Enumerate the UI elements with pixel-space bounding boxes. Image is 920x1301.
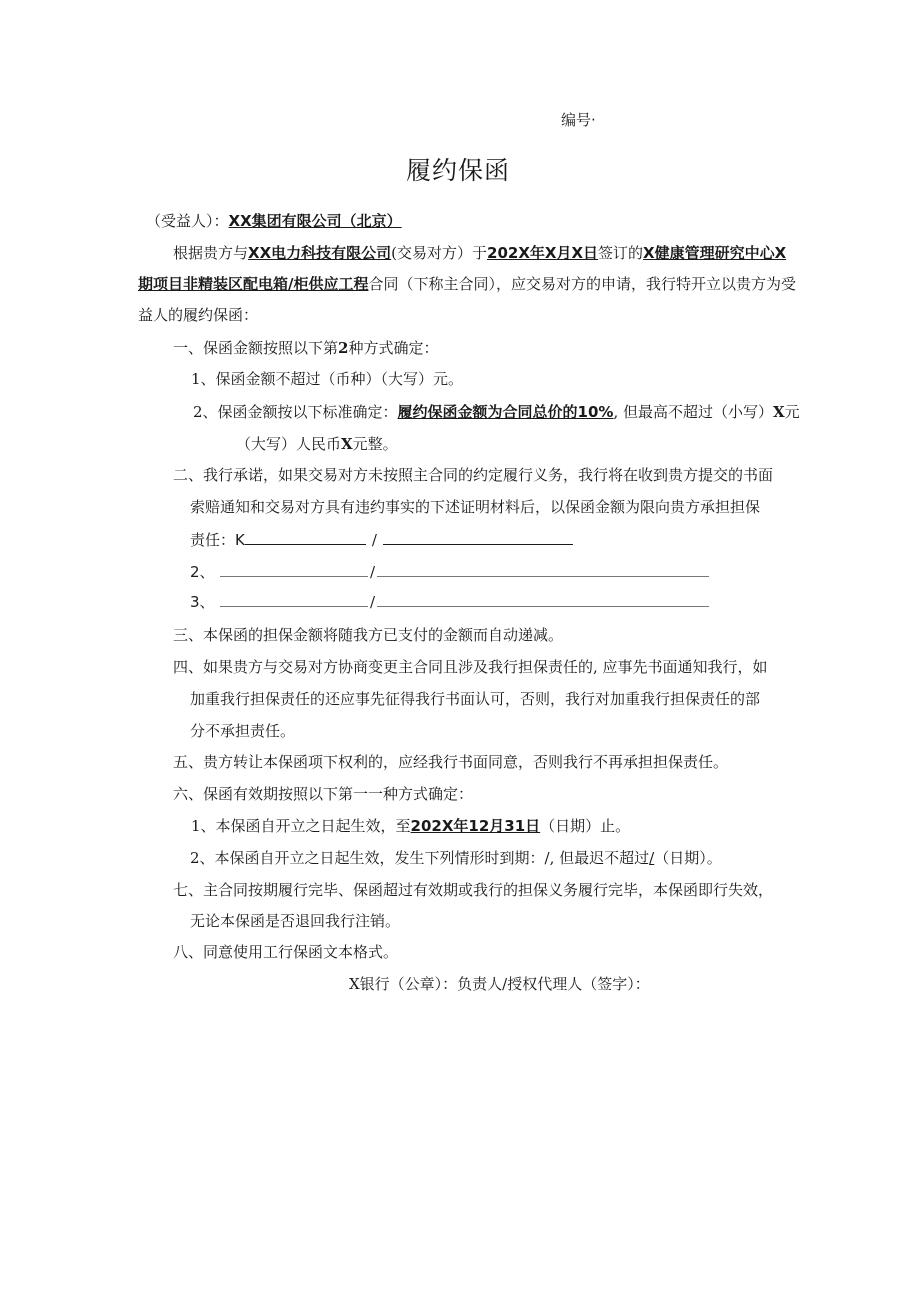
intro-text-c: 签订的 xyxy=(598,244,644,262)
page-title: 履约保函 xyxy=(406,156,511,185)
beneficiary-prefix: （受益人）： xyxy=(146,212,229,230)
evidence-blank-2a xyxy=(220,562,368,577)
document-number-label: 编号· xyxy=(561,111,596,129)
section-2-item-2 xyxy=(190,562,709,582)
evidence-item-3-label: 3、 xyxy=(190,593,215,611)
section-4-line-1: 四、如果贵方与交易对方协商变更主合同且涉及我行担保责任的, 应事先书面通知我行，如 xyxy=(173,658,768,676)
section-2-line-3-text: 责任：K xyxy=(190,531,245,549)
section-2-line-1: 二、我行承诺，如果交易对方未按照主合同的约定履行义务，我行将在收到贵方提交的书面 xyxy=(173,466,774,484)
section-2-line-2: 索赔通知和交易对方具有违约事实的下述证明材料后，以保函金额为限向贵方承担担保 xyxy=(190,498,761,516)
max-amount-figures: X xyxy=(773,403,785,421)
evidence-blank-1b xyxy=(383,530,573,545)
bank-signature-line: X银行（公章）：负责人/授权代理人（签字）： xyxy=(349,975,650,993)
section-4-line-2: 加重我行担保责任的还应事先征得我行书面认可，否则，我行对加重我行担保责任的部 xyxy=(190,690,761,708)
section-1-item-2-cont-text-a: （大写）人民币 xyxy=(236,435,342,453)
beneficiary-line xyxy=(146,211,402,231)
section-6-item-2-text-a: 2、本保函自开立之日起生效，发生下列情形时到期：/, 但最迟不超过 xyxy=(190,849,650,867)
section-5: 五、贵方转让本保函项下权利的，应经我行书面同意，否则我行不再承担担保责任。 xyxy=(173,753,729,771)
evidence-blank-2b xyxy=(377,562,709,577)
evidence-slash-1: / xyxy=(371,531,377,549)
section-1-item-2 xyxy=(193,402,800,422)
section-1-item-1: 1、保函金额不超过（币种）（大写）元。 xyxy=(191,370,464,388)
section-1-text-a: 一、保函金额按照以下第 xyxy=(173,339,339,357)
intro-text-a: 根据贵方与 xyxy=(173,244,249,262)
section-1-method-number: 2 xyxy=(338,339,349,357)
contract-sign-date: 202X年X月X日 xyxy=(487,244,599,262)
project-name-part2: 期项目非精装区配电箱/柜供应工程 xyxy=(138,275,369,293)
counterparty-name: XX电力科技有限公司 xyxy=(248,244,392,262)
section-1-item-2-text-a: 2、保函金额按以下标准确定： xyxy=(193,403,398,421)
section-1-item-2-text-b: , 但最高不超过（小写） xyxy=(613,403,773,421)
section-7-line-1: 七、主合同按期履行完毕、保函超过有效期或我行的担保义务履行完毕，本保函即行失效， xyxy=(173,881,774,899)
evidence-blank-3b xyxy=(377,592,709,607)
section-6-item-2 xyxy=(190,848,722,868)
section-6-item-1-text-a: 1、本保函自开立之日起生效，至 xyxy=(191,817,411,835)
section-2-line-3 xyxy=(190,530,573,550)
section-6-item-2-text-b: （日期）。 xyxy=(654,849,722,867)
max-amount-words: X xyxy=(341,435,353,453)
evidence-slash-3: / xyxy=(370,593,376,611)
section-1-text-b: 种方式确定： xyxy=(348,339,439,357)
section-1-item-2-continued xyxy=(236,434,398,454)
intro-line-2 xyxy=(138,274,796,294)
section-6-heading: 六、保函有效期按照以下第一一种方式确定： xyxy=(173,785,474,803)
section-1-item-2-text-c: 元 xyxy=(784,403,800,421)
section-4-line-3: 分不承担责任。 xyxy=(190,722,296,740)
project-name-part1: X健康管理研究中心X xyxy=(643,244,787,262)
intro-line-3: 益人的履约保函： xyxy=(138,306,259,324)
section-2-item-3 xyxy=(190,592,709,612)
intro-line-1 xyxy=(173,243,786,263)
section-1-heading xyxy=(173,338,438,358)
evidence-item-2-label: 2、 xyxy=(190,563,215,581)
section-6-item-1-text-b: （日期）止。 xyxy=(540,817,631,835)
section-7-line-2: 无论本保函是否退回我行注销。 xyxy=(190,912,401,930)
evidence-slash-2: / xyxy=(370,563,376,581)
intro-text-b: (交易对方）于 xyxy=(391,244,488,262)
guarantee-amount-rule: 履约保函金额为合同总价的10% xyxy=(397,403,614,421)
section-3: 三、本保函的担保金额将随我方已支付的金额而自动递减。 xyxy=(173,626,564,644)
intro-text-d: 合同（下称主合同），应交易对方的申请，我行特开立以贵方为受 xyxy=(368,275,796,293)
latest-expiry-value: / xyxy=(649,849,655,867)
validity-end-date: 202X年12月31日 xyxy=(410,817,541,835)
evidence-blank-1a xyxy=(245,530,366,545)
beneficiary-name: XX集团有限公司（北京） xyxy=(228,212,402,230)
evidence-blank-3a xyxy=(220,592,368,607)
section-6-item-1 xyxy=(191,816,630,836)
section-8: 八、同意使用工行保函文本格式。 xyxy=(173,943,399,961)
section-1-item-2-cont-text-b: 元整。 xyxy=(352,435,398,453)
